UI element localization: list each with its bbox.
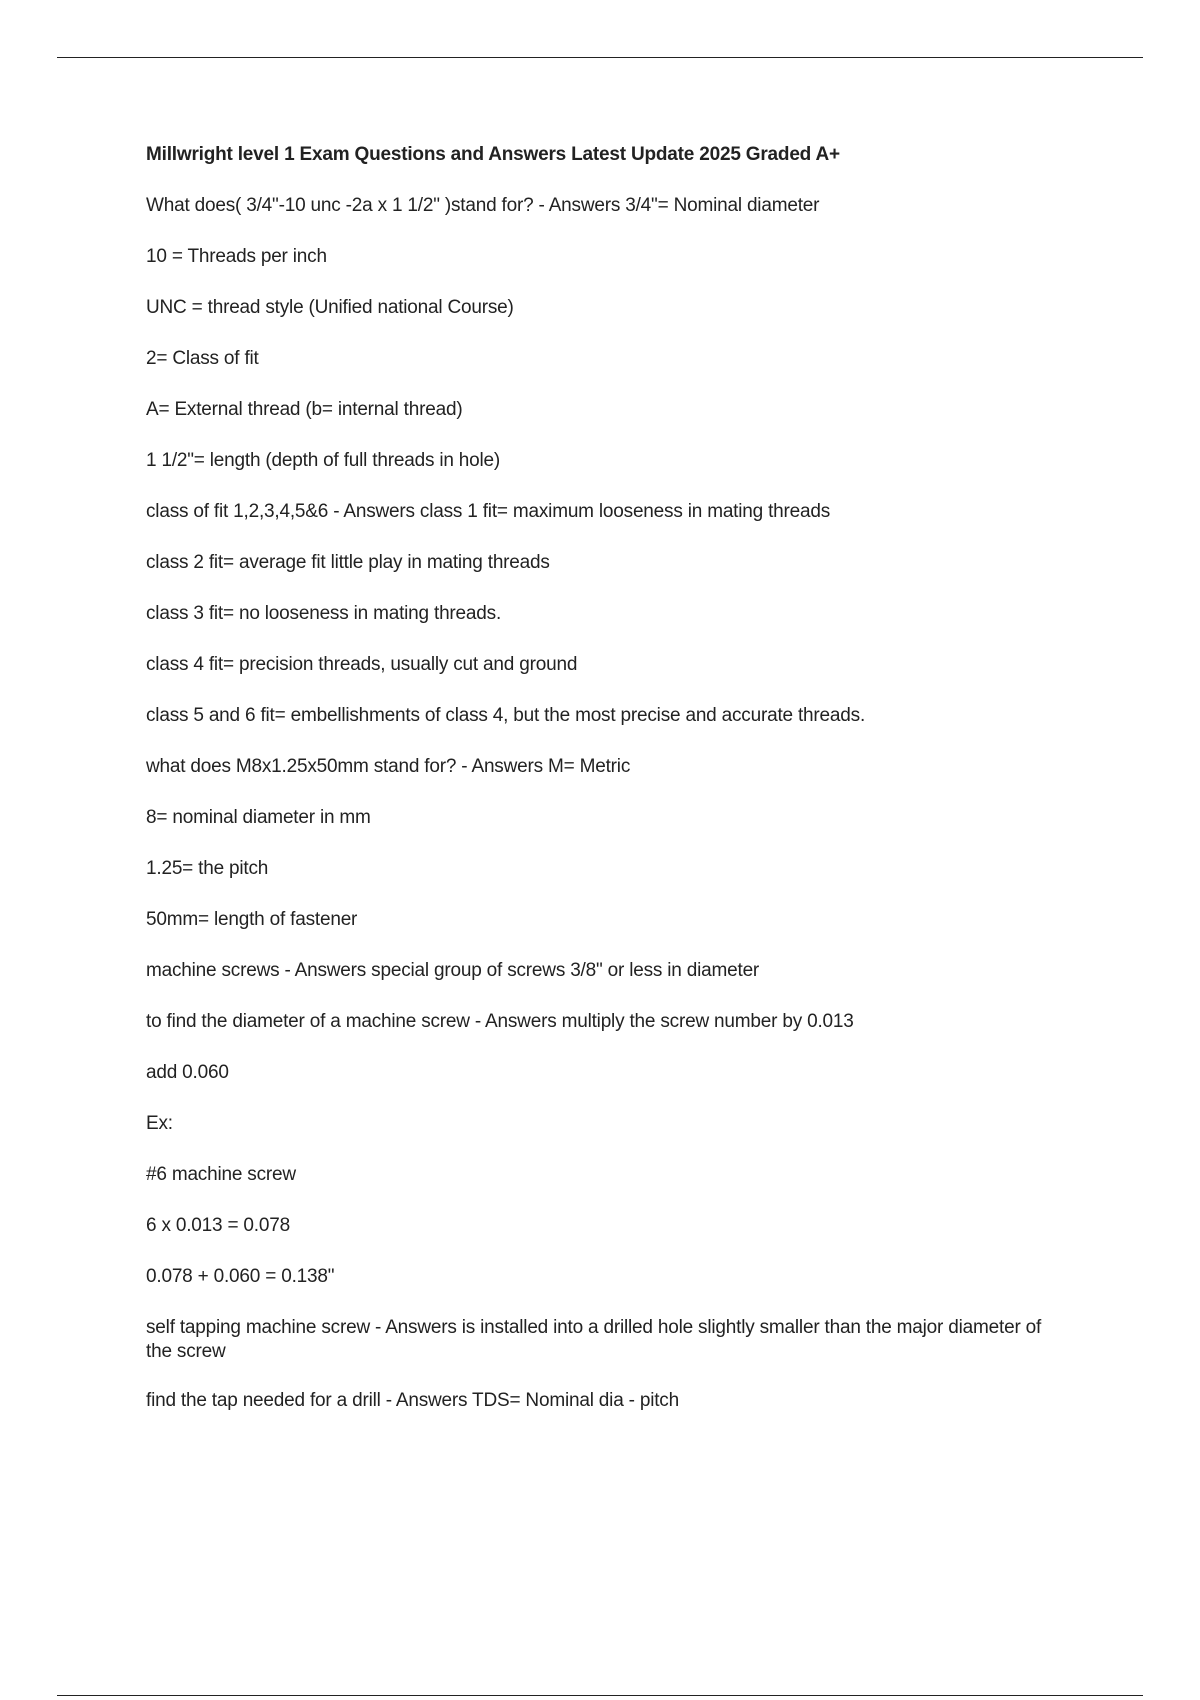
footer-rule — [57, 1695, 1143, 1696]
text-line: Ex: — [146, 1113, 173, 1134]
text-line: what does M8x1.25x50mm stand for? - Answers M= Metric — [146, 756, 631, 777]
text-line: 0.078 + 0.060 = 0.138" — [146, 1266, 335, 1287]
text-line: to find the diameter of a machine screw - Answers multiply the screw number by 0.013 — [146, 1011, 854, 1032]
text-line: class 4 fit= precision threads, usually cut and ground — [146, 654, 578, 675]
text-line: 1 1/2"= length (depth of full threads in hole) — [146, 450, 501, 471]
text-line: What does( 3/4"-10 unc -2a x 1 1/2" )stand for? - Answers 3/4"= Nominal diameter — [146, 195, 820, 216]
text-line: 1.25= the pitch — [146, 858, 269, 879]
text-line: machine screws - Answers special group of screws 3/8" or less in diameter — [146, 960, 760, 981]
text-line: UNC = thread style (Unified national Course) — [146, 297, 514, 318]
text-line: self tapping machine screw - Answers is installed into a drilled hole slightly smaller than the major diameter of the screw — [146, 1317, 1047, 1362]
text-line: class 5 and 6 fit= embellishments of class 4, but the most precise and accurate threads. — [146, 705, 866, 726]
document-body — [146, 143, 1046, 1440]
text-line: class 2 fit= average fit little play in mating threads — [146, 552, 550, 573]
text-line: 8= nominal diameter in mm — [146, 807, 371, 828]
text-line: 2= Class of fit — [146, 348, 259, 369]
text-line: #6 machine screw — [146, 1164, 296, 1185]
text-line: 10 = Threads per inch — [146, 246, 327, 267]
text-line: class 3 fit= no looseness in mating threads. — [146, 603, 502, 624]
text-line: A= External thread (b= internal thread) — [146, 399, 463, 420]
text-line: 50mm= length of fastener — [146, 909, 358, 930]
text-line: find the tap needed for a drill - Answers TDS= Nominal dia - pitch — [146, 1390, 679, 1411]
document-title: Millwright level 1 Exam Questions and Answers Latest Update 2025 Graded A+ — [146, 144, 840, 165]
text-line: class of fit 1,2,3,4,5&6 - Answers class 1 fit= maximum looseness in mating threads — [146, 501, 831, 522]
header-rule — [57, 57, 1143, 58]
text-line: 6 x 0.013 = 0.078 — [146, 1215, 290, 1236]
text-line: add 0.060 — [146, 1062, 229, 1083]
